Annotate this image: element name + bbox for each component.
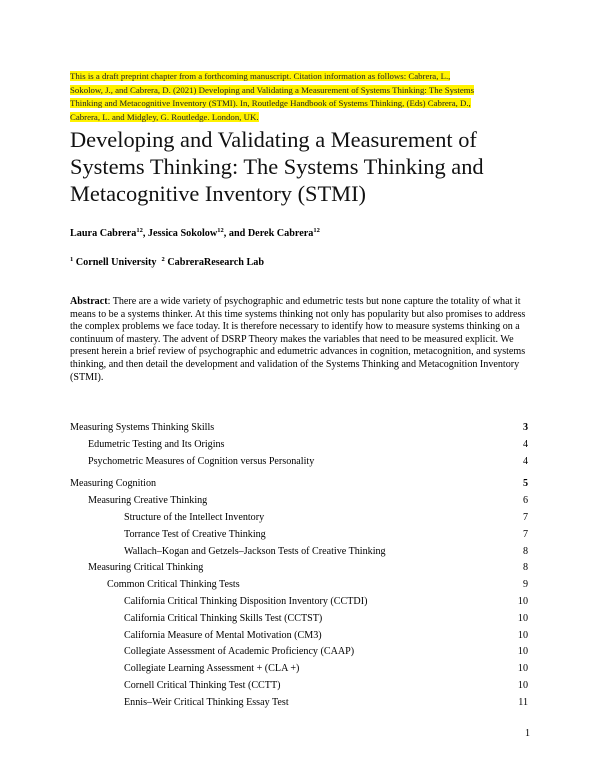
toc-entry-title: Structure of the Intellect Inventory <box>124 511 265 523</box>
toc-entry-page: 8 <box>522 562 528 574</box>
toc-entry[interactable] <box>70 695 530 712</box>
toc-entry-page: 10 <box>517 646 528 658</box>
toc-entry-title: Common Critical Thinking Tests <box>107 579 240 591</box>
toc-entry-title: Collegiate Assessment of Academic Proficiency (CAAP) <box>124 646 355 658</box>
toc-entry[interactable] <box>70 560 530 577</box>
author-name: Jessica Sokolow <box>147 228 218 239</box>
toc-entry[interactable] <box>70 544 530 561</box>
preprint-notice <box>70 70 532 124</box>
notice-line: Cabrera, L. and Midgley, G. Routledge. London, UK. <box>70 111 259 122</box>
table-of-contents <box>70 420 530 712</box>
abstract <box>70 296 530 384</box>
toc-entry[interactable] <box>70 454 530 471</box>
author-separator: , and <box>223 228 248 239</box>
toc-entry-page: 7 <box>522 528 528 540</box>
toc-entry-title: California Measure of Mental Motivation (CM3) <box>124 629 322 641</box>
toc-entry-page: 4 <box>522 438 528 450</box>
toc-entry[interactable] <box>70 577 530 594</box>
abstract-label: Abstract <box>70 296 108 307</box>
affiliation-mark: 2 <box>161 256 165 263</box>
toc-entry-title: Collegiate Learning Assessment + (CLA +) <box>124 663 300 675</box>
toc-entry[interactable] <box>70 628 530 645</box>
toc-entry-page: 10 <box>517 629 528 641</box>
toc-entry-title: Torrance Test of Creative Thinking <box>124 528 266 540</box>
affiliation-list <box>70 256 540 270</box>
toc-entry-page: 5 <box>522 478 528 490</box>
author-list <box>70 227 540 241</box>
toc-entry-page: 7 <box>522 511 528 523</box>
author-affiliation-mark: 12 <box>313 227 320 234</box>
page-number: 1 <box>524 728 530 739</box>
toc-entry-page: 10 <box>517 595 528 607</box>
toc-entry-page: 6 <box>522 495 528 507</box>
abstract-text: : There are a wide variety of psychographic and edumetric tests but none capture the totality of what it means to be a systems thinker. At this time systems thinking not only has popularity but also promises to address the complex problems we face today. It is therefore necessary to identify how to measure systems thinking on a continuum of mastery. The advent of DSRP Theory makes the variables that need to be measured explicit. We present herein a brief review of psychographic and edumetric advances in cognition, metacognition, and systems thinking, and then detail the development and validation of the Systems Thinking and Metacognition Inventory (STMI). <box>70 296 526 383</box>
toc-entry-page: 9 <box>522 579 528 591</box>
toc-entry-page: 4 <box>522 455 528 467</box>
toc-entry-page: 10 <box>517 679 528 691</box>
toc-entry-title: Ennis–Weir Critical Thinking Essay Test <box>124 696 289 708</box>
toc-entry-title: Measuring Systems Thinking Skills <box>70 422 215 433</box>
toc-entry-title: Cornell Critical Thinking Test (CCTT) <box>124 679 281 691</box>
toc-entry-title: Psychometric Measures of Cognition versus Personality <box>88 455 315 467</box>
toc-entry[interactable] <box>70 527 530 544</box>
toc-entry[interactable] <box>70 493 530 510</box>
toc-entry[interactable] <box>70 678 530 695</box>
toc-entry[interactable] <box>70 510 530 527</box>
notice-line: Sokolow, J., and Cabrera, D. (2021) Developing and Validating a Measurement of Systems Thinking: The Systems <box>70 84 475 95</box>
toc-entry-title: Edumetric Testing and Its Origins <box>88 438 225 450</box>
toc-entry[interactable] <box>70 611 530 628</box>
toc-entry[interactable] <box>70 420 530 437</box>
toc-entry-page: 11 <box>518 696 528 708</box>
toc-entry[interactable] <box>70 437 530 454</box>
toc-entry-title: Wallach–Kogan and Getzels–Jackson Tests of Creative Thinking <box>124 545 386 557</box>
toc-entry-page: 10 <box>517 663 528 675</box>
affiliation-mark: 1 <box>70 256 74 263</box>
toc-entry-page: 10 <box>517 612 528 624</box>
toc-entry-page: 3 <box>522 422 528 433</box>
author-name: Laura Cabrera <box>70 228 137 239</box>
notice-line: This is a draft preprint chapter from a forthcoming manuscript. Citation information as follows: Cabrera, L., <box>70 71 451 81</box>
toc-entry-title: Measuring Critical Thinking <box>88 562 204 574</box>
affiliation-name: CabreraResearch Lab <box>167 257 265 268</box>
toc-entry-title: California Critical Thinking Disposition Inventory (CCTDI) <box>124 595 368 607</box>
affiliation-name: Cornell University <box>75 257 157 268</box>
author-separator: , <box>142 228 148 239</box>
toc-entry-title: California Critical Thinking Skills Test (CCTST) <box>124 612 323 624</box>
paper-title: Developing and Validating a Measurement of Systems Thinking: The Systems Thinking and Metacognitive Inventory (STMI) <box>70 127 484 206</box>
toc-entry[interactable] <box>70 476 530 493</box>
toc-entry-title: Measuring Creative Thinking <box>88 495 208 507</box>
notice-line: Thinking and Metacognitive Inventory (STMI). In, Routledge Handbook of Systems Thinking, (Eds) Cabrera, D., <box>70 98 471 109</box>
toc-entry-title: Measuring Cognition <box>70 478 157 490</box>
toc-entry[interactable] <box>70 644 530 661</box>
toc-entry-page: 8 <box>522 545 528 557</box>
author-affiliation-mark: 12 <box>217 227 224 234</box>
author-affiliation-mark: 12 <box>136 227 143 234</box>
author-name: Derek Cabrera <box>247 228 314 239</box>
toc-entry[interactable] <box>70 594 530 611</box>
toc-entry[interactable] <box>70 661 530 678</box>
